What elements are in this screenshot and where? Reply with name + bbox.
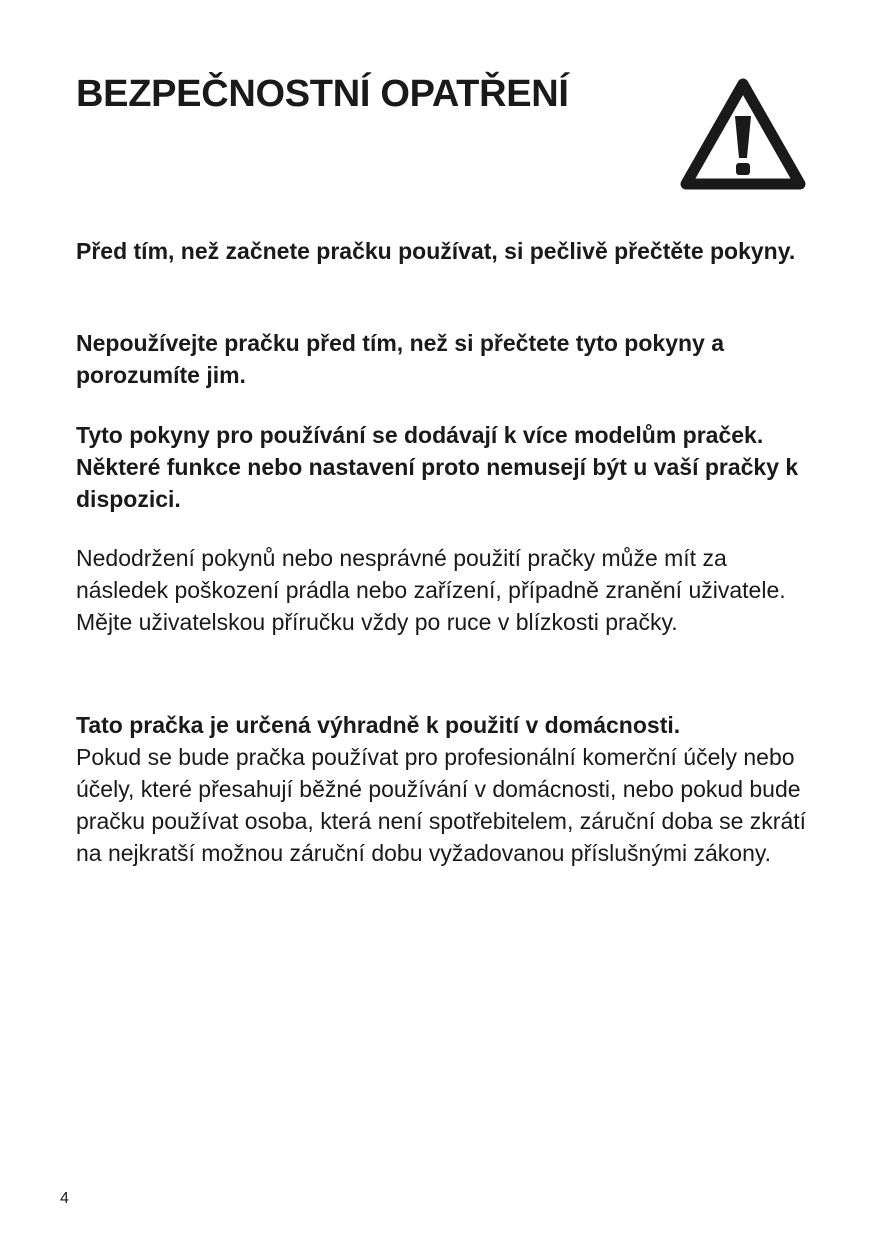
household-use-body: Pokud se bude pračka používat pro profesionální komerční účely nebo účely, které přesahují běžné používání v domácnosti, nebo pokud bude pračku používat osoba, která není spotřebitelem, záruční doba se zkrátí na nejkratší možnou záruční dobu vyžadovanou příslušnými zákony. [76,744,807,866]
page-title: BEZPEČNOSTNÍ OPATŘENÍ [76,73,569,115]
paragraph-household-use [76,709,816,869]
paragraph-do-not-use: Nepoužívejte pračku před tím, než si přečtete tyto pokyny a porozumíte jim. [76,330,725,388]
paragraph-multiple-models: Tyto pokyny pro používání se dodávají k více modelům praček. Některé funkce nebo nastavení proto nemusejí být u vaší pračky k dispozici. [76,422,799,512]
warning-triangle-icon [676,74,810,196]
paragraph-read-before-use: Před tím, než začnete pračku používat, si pečlivě přečtěte pokyny. [76,238,796,264]
page-number: 4 [60,1190,69,1207]
paragraph-non-compliance: Nedodržení pokynů nebo nesprávné použití pračky může mít za následek poškození prádla nebo zařízení, případně zranění uživatele. Mějte uživatelskou příručku vždy po ruce v blízkosti pračky. [76,545,786,635]
household-use-lead: Tato pračka je určená výhradně k použití v domácnosti. [76,712,681,738]
